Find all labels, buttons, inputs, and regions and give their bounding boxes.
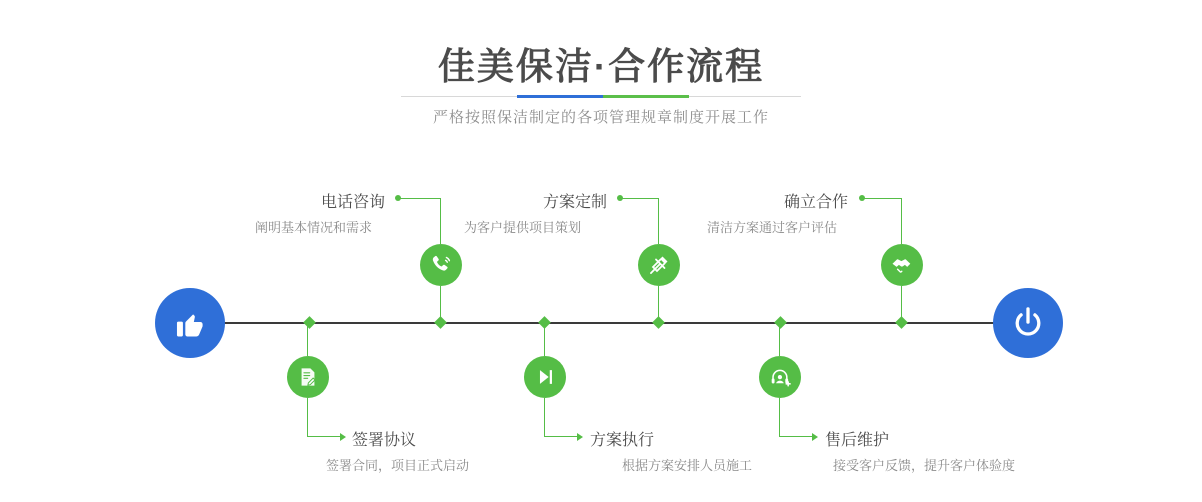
connector-line: [658, 286, 659, 322]
axis-marker: [303, 316, 316, 329]
step-desc: 接受客户反馈，提升客户体验度: [833, 458, 1016, 473]
start-node: [155, 288, 225, 358]
step-desc: 为客户提供项目策划: [464, 220, 582, 235]
page-header: [0, 0, 1202, 150]
step-desc: 根据方案安排人员施工: [622, 458, 753, 473]
divider-accent-green: [603, 95, 689, 98]
step-title: 电话咨询: [321, 194, 386, 211]
step-node-sign-agreement: [287, 356, 329, 398]
connector-line: [307, 326, 308, 356]
power-icon: [1010, 305, 1046, 341]
page-subtitle: 严格按照保洁制定的各项管理规章制度开展工作: [432, 109, 769, 126]
connector-line: [440, 198, 441, 244]
phone-ring-icon: [429, 253, 453, 277]
connector-endpoint: [395, 195, 401, 201]
connector-line: [307, 398, 308, 436]
handshake-icon: [890, 253, 914, 277]
connector-line: [658, 198, 659, 244]
connector-arrow: [340, 433, 346, 441]
play-next-icon: [534, 366, 556, 388]
connector-line: [620, 198, 658, 199]
step-title: 方案定制: [543, 194, 608, 211]
step-title: 签署协议: [352, 432, 417, 449]
step-node-plan-custom: [638, 244, 680, 286]
connector-line: [779, 398, 780, 436]
connector-line: [544, 326, 545, 356]
connector-endpoint: [859, 195, 865, 201]
connector-line: [398, 198, 440, 199]
connector-endpoint: [617, 195, 623, 201]
connector-line: [307, 436, 340, 437]
step-title: 方案执行: [590, 432, 655, 449]
connector-line: [779, 436, 812, 437]
step-title: 确立合作: [784, 194, 849, 211]
headset-add-icon: [769, 366, 792, 389]
thumbs-up-icon: [173, 306, 207, 340]
axis-marker: [774, 316, 787, 329]
step-node-establish-coop: [881, 244, 923, 286]
connector-arrow: [812, 433, 818, 441]
connector-line: [862, 198, 901, 199]
title-divider: [401, 95, 801, 98]
connector-line: [901, 286, 902, 322]
page-title: 佳美保洁·合作流程: [437, 46, 765, 87]
step-node-plan-execute: [524, 356, 566, 398]
process-flow-diagram: [0, 150, 1202, 502]
step-desc: 阐明基本情况和需求: [255, 220, 373, 235]
step-node-after-sales: [759, 356, 801, 398]
divider-accent-blue: [517, 95, 603, 98]
end-node: [993, 288, 1063, 358]
connector-line: [440, 286, 441, 322]
document-edit-icon: [297, 366, 319, 388]
step-node-phone-consult: [420, 244, 462, 286]
connector-line: [901, 198, 902, 244]
connector-line: [544, 436, 577, 437]
connector-line: [779, 326, 780, 356]
pencil-ruler-icon: [647, 253, 671, 277]
step-title: 售后维护: [825, 432, 890, 449]
connector-arrow: [577, 433, 583, 441]
step-desc: 签署合同，项目正式启动: [326, 458, 470, 473]
step-desc: 清洁方案通过客户评估: [707, 220, 838, 235]
connector-line: [544, 398, 545, 436]
